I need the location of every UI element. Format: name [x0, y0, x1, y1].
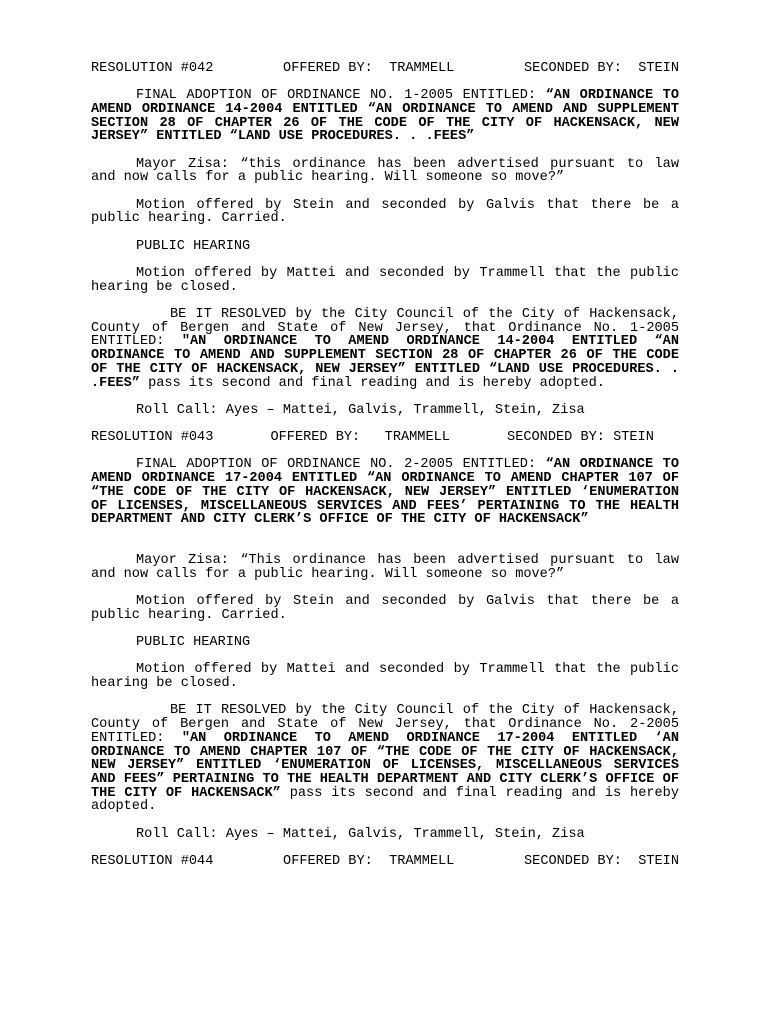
- motion-public-hearing: Motion offered by Stein and seconded by Galvis that there be a public hearing. Carried.: [91, 197, 679, 227]
- resolution-042-header: [91, 62, 679, 76]
- motion-public-hearing: Motion offered by Stein and seconded by Galvis that there be a public hearing. Carried.: [91, 594, 679, 623]
- seconded-by: SECONDED BY: STEIN: [524, 853, 679, 869]
- motion-close-hearing: Motion offered by Mattei and seconded by Trammell that the public hearing be closed.: [91, 266, 679, 295]
- be-it-resolved-paragraph: BE IT RESOLVED by the City Council of the City of Hackensack, County of Bergen and State of New Jersey, that Ordinance No. 2-2005 ENTITLED: "AN ORDINANCE TO AMEND ORDINANCE 17-2004 ENTITLED ‘AN ORDINANCE TO AMEND CHAPTER 107 OF “THE CODE OF THE CITY OF HACKENSACK, NEW JERSEY” ENTITLED ‘ENUMERATION OF LICENSES, MISCELLANEOUS SERVICES AND FEES” PERTAINING TO THE HEALTH DEPARTMENT AND CITY CLERK’S OFFICE OF THE CITY OF HACKENSACK” pass its second and final reading and is hereby adopted.: [91, 703, 680, 815]
- mayor-statement: Mayor Zisa: “This ordinance has been advertised pursuant to law and now calls for a public hearing. Will someone so move?”: [91, 553, 679, 582]
- final-adoption-paragraph: FINAL ADOPTION OF ORDINANCE NO. 2-2005 ENTITLED: “AN ORDINANCE TO AMEND ORDINANCE 17-2004 ENTITLED “AN ORDINANCE TO AMEND CHAPTER 107 OF “THE CODE OF THE CITY OF HACKENSACK, NEW JERSEY” ENTITLED ‘ENUMERATION OF LICENSES, MISCELLANEOUS SERVICES AND FEES’ PERTAINING TO THE HEALTH DEPARTMENT AND CITY CLERK’S OFFICE OF THE CITY OF HACKENSACK”: [91, 457, 679, 528]
- offered-by: OFFERED BY: TRAMMELL: [283, 853, 455, 869]
- offered-by: OFFERED BY: TRAMMELL: [283, 61, 455, 76]
- roll-call: Roll Call: Ayes – Mattei, Galvis, Trammell, Stein, Zisa: [136, 402, 585, 418]
- roll-call: Roll Call: Ayes – Mattei, Galvis, Trammell, Stein, Zisa: [136, 826, 585, 842]
- resolution-number: RESOLUTION #044: [91, 853, 214, 869]
- seconded-by: SECONDED BY: STEIN: [524, 61, 679, 76]
- spacer: [91, 541, 679, 555]
- final-adoption-paragraph: FINAL ADOPTION OF ORDINANCE NO. 1-2005 ENTITLED: “AN ORDINANCE TO AMEND ORDINANCE 14-2004 ENTITLED “AN ORDINANCE TO AMEND AND SUPPLEMENT SECTION 28 OF CHAPTER 26 OF THE CODE OF THE CITY OF HACKENSACK, NEW JERSEY” ENTITLED “LAND USE PROCEDURES. . .FEES”: [91, 88, 679, 145]
- resolution-044-header: [91, 855, 679, 869]
- mayor-statement: Mayor Zisa: “this ordinance has been advertised pursuant to law and now calls for a public hearing. Will someone so move?”: [91, 156, 679, 186]
- public-hearing-heading: PUBLIC HEARING: [136, 635, 251, 651]
- document-page: [91, 62, 679, 882]
- resolution-number: RESOLUTION #042: [91, 61, 214, 76]
- motion-close-hearing: Motion offered by Mattei and seconded by Trammell that the public hearing be closed.: [91, 662, 679, 692]
- public-hearing-heading: PUBLIC HEARING: [136, 238, 251, 254]
- resolution-043-header: RESOLUTION #043 OFFERED BY: TRAMMELL SECONDED BY: STEIN: [91, 430, 654, 446]
- be-it-resolved-paragraph: BE IT RESOLVED by the City Council of the City of Hackensack, County of Bergen and State of New Jersey, that Ordinance No. 1-2005 ENTITLED: "AN ORDINANCE TO AMEND ORDINANCE 14-2004 ENTITLED “AN ORDINANCE TO AMEND AND SUPPLEMENT SECTION 28 OF CHAPTER 26 OF THE CODE OF THE CITY OF HACKENSACK, NEW JERSEY” ENTITLED “LAND USE PROCEDURES. . .FEES” pass its second and final reading and is hereby adopted.: [91, 307, 680, 391]
